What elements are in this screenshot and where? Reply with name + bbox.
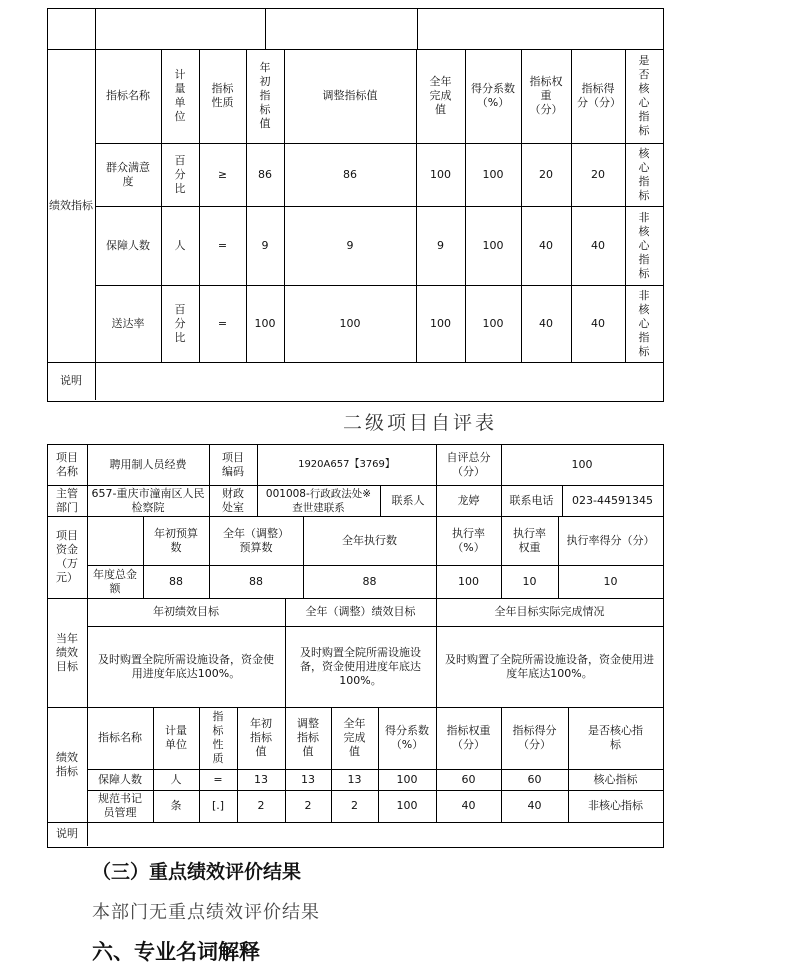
table-cell: 群众满意度: [106, 160, 150, 188]
header-cell: 调整指标值: [322, 89, 378, 102]
perf-cell: 核心指标: [593, 772, 638, 786]
table-cell: 9: [437, 238, 444, 252]
table-cell: 20: [591, 167, 605, 181]
table-cell: 非核心指标: [638, 210, 650, 280]
table2-title: 二级项目自评表: [342, 412, 497, 434]
fund-cell: 88: [249, 574, 263, 588]
perf-cell: 100: [396, 799, 418, 812]
perf-cell: [.]: [211, 799, 225, 812]
table-cell: 100: [430, 316, 451, 330]
fund-header: 执行率（%）: [452, 526, 485, 554]
table-cell: 40: [539, 238, 553, 252]
perf-cell: 13: [301, 772, 315, 786]
perf-cell: 人: [170, 772, 182, 786]
table-cell: 86: [343, 167, 357, 181]
perf-cell: 40: [527, 799, 542, 812]
goal-label: 当年绩效目标: [56, 631, 78, 673]
perf-cell: 2: [351, 799, 358, 812]
table-cell: 100: [482, 167, 504, 181]
table-cell: 100: [482, 316, 504, 330]
table-cell: ≥: [217, 167, 228, 181]
perf-cell: 非核心指标: [588, 799, 643, 812]
perf-cell: 60: [527, 772, 542, 786]
header-cell: 是否核心指标: [638, 54, 650, 137]
fund-cell: 88: [169, 574, 183, 588]
table-cell: 100: [339, 316, 361, 330]
perf-header: 是否核心指标: [588, 724, 643, 751]
table-cell: 9: [261, 238, 269, 252]
table2-note-label: 说明: [56, 827, 78, 840]
proj-code-label: 项目编码: [222, 450, 244, 478]
perf-cell: 2: [257, 799, 265, 812]
header-cell: 指标权重（分）: [529, 75, 563, 116]
goal-text: 及时购置了全院所需设施设备，资金使用进度年底达100%。: [445, 652, 654, 680]
perf-header: 指标性质: [212, 710, 224, 765]
table-cell: 40: [539, 316, 553, 330]
chapter-heading: 六、专业名词解释: [92, 940, 260, 964]
table-cell: 86: [258, 167, 272, 181]
perf-header: 得分系数（%）: [385, 724, 429, 751]
perf-header: 计量单位: [165, 724, 187, 751]
proj-code: 1920A657【3769】: [298, 458, 395, 470]
table-cell: 非核心指标: [638, 288, 650, 358]
header-cell: 年初指标值: [259, 61, 271, 130]
perf-cell: 100: [396, 772, 418, 786]
table-cell: 保障人数: [106, 238, 150, 252]
perf-cell: 13: [347, 772, 362, 786]
perf-indicator-label: 绩效指标: [49, 198, 93, 212]
fund-label: 项目资金（万元）: [56, 529, 78, 584]
dept-label: 主管部门: [56, 486, 78, 514]
header-cell: 指标名称: [106, 89, 150, 102]
goal-header: 全年目标实际完成情况: [494, 605, 605, 618]
table-cell: 100: [482, 238, 504, 252]
header-cell: 指标性质: [211, 82, 234, 109]
fund-header: 全年执行数: [342, 533, 397, 547]
table-cell: 送达率: [111, 316, 145, 330]
contact-value: 龙婷: [457, 493, 480, 507]
goal-header: 年初绩效目标: [153, 605, 219, 618]
perf-cell: 40: [461, 799, 476, 812]
note-label: 说明: [60, 374, 82, 387]
perf-header: 指标名称: [98, 731, 142, 744]
perf-header: 全年完成值: [343, 717, 366, 758]
table-cell: =: [217, 316, 228, 330]
table-cell: 百分比: [174, 302, 186, 344]
table-cell: 100: [254, 316, 276, 330]
perf-cell: 60: [461, 772, 476, 786]
perf-header: 指标权重（分）: [446, 724, 491, 751]
perf-header: 年初指标值: [250, 717, 272, 758]
phone-value: 023-44591345: [572, 493, 653, 507]
section-text: 本部门无重点绩效评价结果: [92, 902, 320, 923]
fund-header: 年初预算数: [154, 526, 198, 554]
perf-cell: 规范书记员管理: [98, 792, 142, 819]
table-cell: 9: [346, 238, 354, 252]
perf-cell: 保障人数: [98, 772, 142, 786]
header-cell: 计量单位: [174, 68, 186, 123]
fund-row-label: 年度总金额: [93, 567, 137, 595]
table-cell: 人: [174, 238, 186, 252]
perf-cell: =: [213, 772, 223, 786]
perf-header: 指标得分（分）: [512, 724, 557, 751]
goal-text: 及时购置全院所需设施设备，资金使用进度年底达100%。: [300, 645, 421, 687]
table-cell: 核心指标: [638, 146, 650, 202]
table-cell: 40: [591, 238, 605, 252]
fin-label: 财政处室: [222, 486, 244, 514]
contact-label: 联系人: [391, 493, 425, 507]
proj-name: 聘用制人员经费: [109, 457, 187, 471]
goal-header: 全年（调整）绩效目标: [305, 605, 416, 618]
fund-cell: 100: [458, 574, 479, 588]
fund-header: 执行率权重: [513, 526, 546, 554]
fund-header: 执行率得分（分）: [566, 533, 655, 547]
score-label: 自评总分（分）: [446, 450, 491, 478]
perf-header: 调整指标值: [297, 717, 319, 758]
fund-cell: 88: [362, 574, 377, 588]
table-cell: 20: [539, 167, 553, 181]
header-cell: 得分系数（%）: [471, 82, 515, 109]
dept-value: 657-重庆市潼南区人民检察院: [91, 486, 205, 514]
fund-cell: 10: [522, 574, 537, 588]
perf-cell: 2: [304, 799, 312, 812]
phone-label: 联系电话: [509, 493, 554, 507]
goal-text: 及时购置全院所需设施设备，资金使用进度年底达100%。: [98, 652, 274, 680]
table-cell: =: [217, 238, 228, 252]
section-heading: （三）重点绩效评价结果: [92, 861, 302, 883]
fund-header: 全年（调整）预算数: [223, 526, 289, 554]
score-value: 100: [571, 457, 593, 471]
fund-cell: 10: [603, 574, 618, 588]
perf-cell: 13: [254, 772, 268, 786]
header-cell: 指标得分（分）: [577, 82, 621, 109]
table-cell: 40: [591, 316, 605, 330]
proj-name-label: 项目名称: [56, 450, 78, 478]
table-cell: 百分比: [174, 153, 186, 195]
header-cell: 全年完成值: [429, 75, 452, 116]
table-cell: 100: [430, 167, 451, 181]
perf-label: 绩效指标: [56, 750, 78, 778]
fin-value: 001008-行政政法处※查世建联系: [265, 487, 372, 514]
perf-cell: 条: [170, 799, 182, 812]
